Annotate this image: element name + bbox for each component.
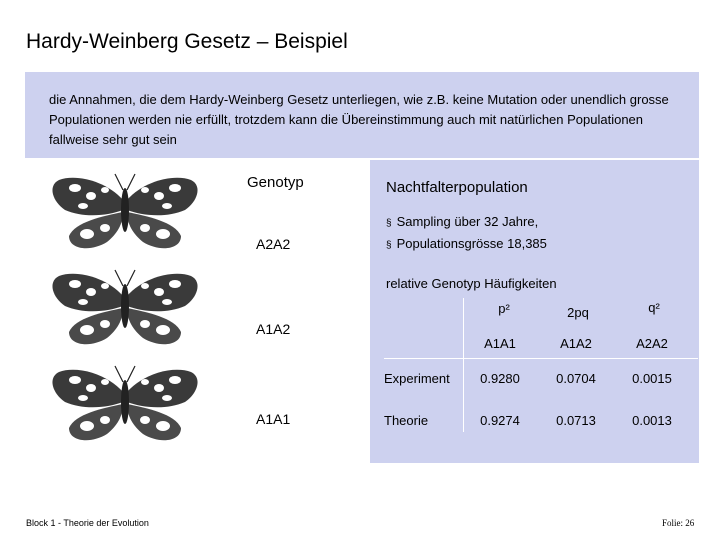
freq-header: p² bbox=[498, 301, 510, 316]
table-cell: 0.0013 bbox=[632, 413, 672, 428]
genotyp-heading: Genotyp bbox=[247, 174, 304, 191]
table-cell: 0.0704 bbox=[556, 371, 596, 386]
bullet-icon: § bbox=[386, 240, 392, 251]
intro-text: die Annahmen, die dem Hardy-Weinberg Gesetz unterliegen, wie z.B. keine Mutation oder unendlich grosse Populationen werden nie erfüllt, trotzdem kann die Übereinstimmung auch mit natürlichen Populationen fallweise sehr gut sein bbox=[49, 92, 669, 147]
bullet-item bbox=[386, 236, 547, 251]
table-divider-vertical bbox=[463, 298, 464, 432]
bullet-item bbox=[386, 214, 538, 229]
bullet-text: Populationsgrösse 18,385 bbox=[396, 236, 547, 251]
genotype-header: A2A2 bbox=[636, 336, 668, 351]
row-label-experiment: Experiment bbox=[384, 371, 450, 386]
freq-header: q² bbox=[648, 300, 660, 315]
relative-frequency-label: relative Genotyp Häufigkeiten bbox=[386, 276, 557, 291]
genotype-header: A1A2 bbox=[560, 336, 592, 351]
row-label-theorie: Theorie bbox=[384, 413, 429, 428]
moth-illustrations bbox=[25, 172, 225, 456]
freq-header: 2pq bbox=[567, 305, 589, 320]
population-title: Nachtfalterpopulation bbox=[386, 179, 528, 196]
table-divider-horizontal bbox=[384, 358, 698, 359]
genotyp-label: A1A2 bbox=[256, 321, 291, 337]
table-cell: 0.0713 bbox=[556, 413, 596, 428]
page-title: Hardy-Weinberg Gesetz – Beispiel bbox=[26, 30, 348, 53]
genotyp-label: A1A1 bbox=[256, 411, 291, 427]
genotyp-label: A2A2 bbox=[256, 236, 291, 252]
genotype-header: A1A1 bbox=[484, 336, 516, 351]
footer-block-label: Block 1 - Theorie der Evolution bbox=[26, 518, 149, 528]
bullet-icon: § bbox=[386, 218, 392, 229]
footer-slide-number: Folie: 26 bbox=[662, 518, 695, 528]
table-cell: 0.0015 bbox=[632, 371, 672, 386]
table-cell: 0.9280 bbox=[480, 371, 520, 386]
bullet-text: Sampling über 32 Jahre, bbox=[396, 214, 539, 229]
table-cell: 0.9274 bbox=[480, 413, 520, 428]
